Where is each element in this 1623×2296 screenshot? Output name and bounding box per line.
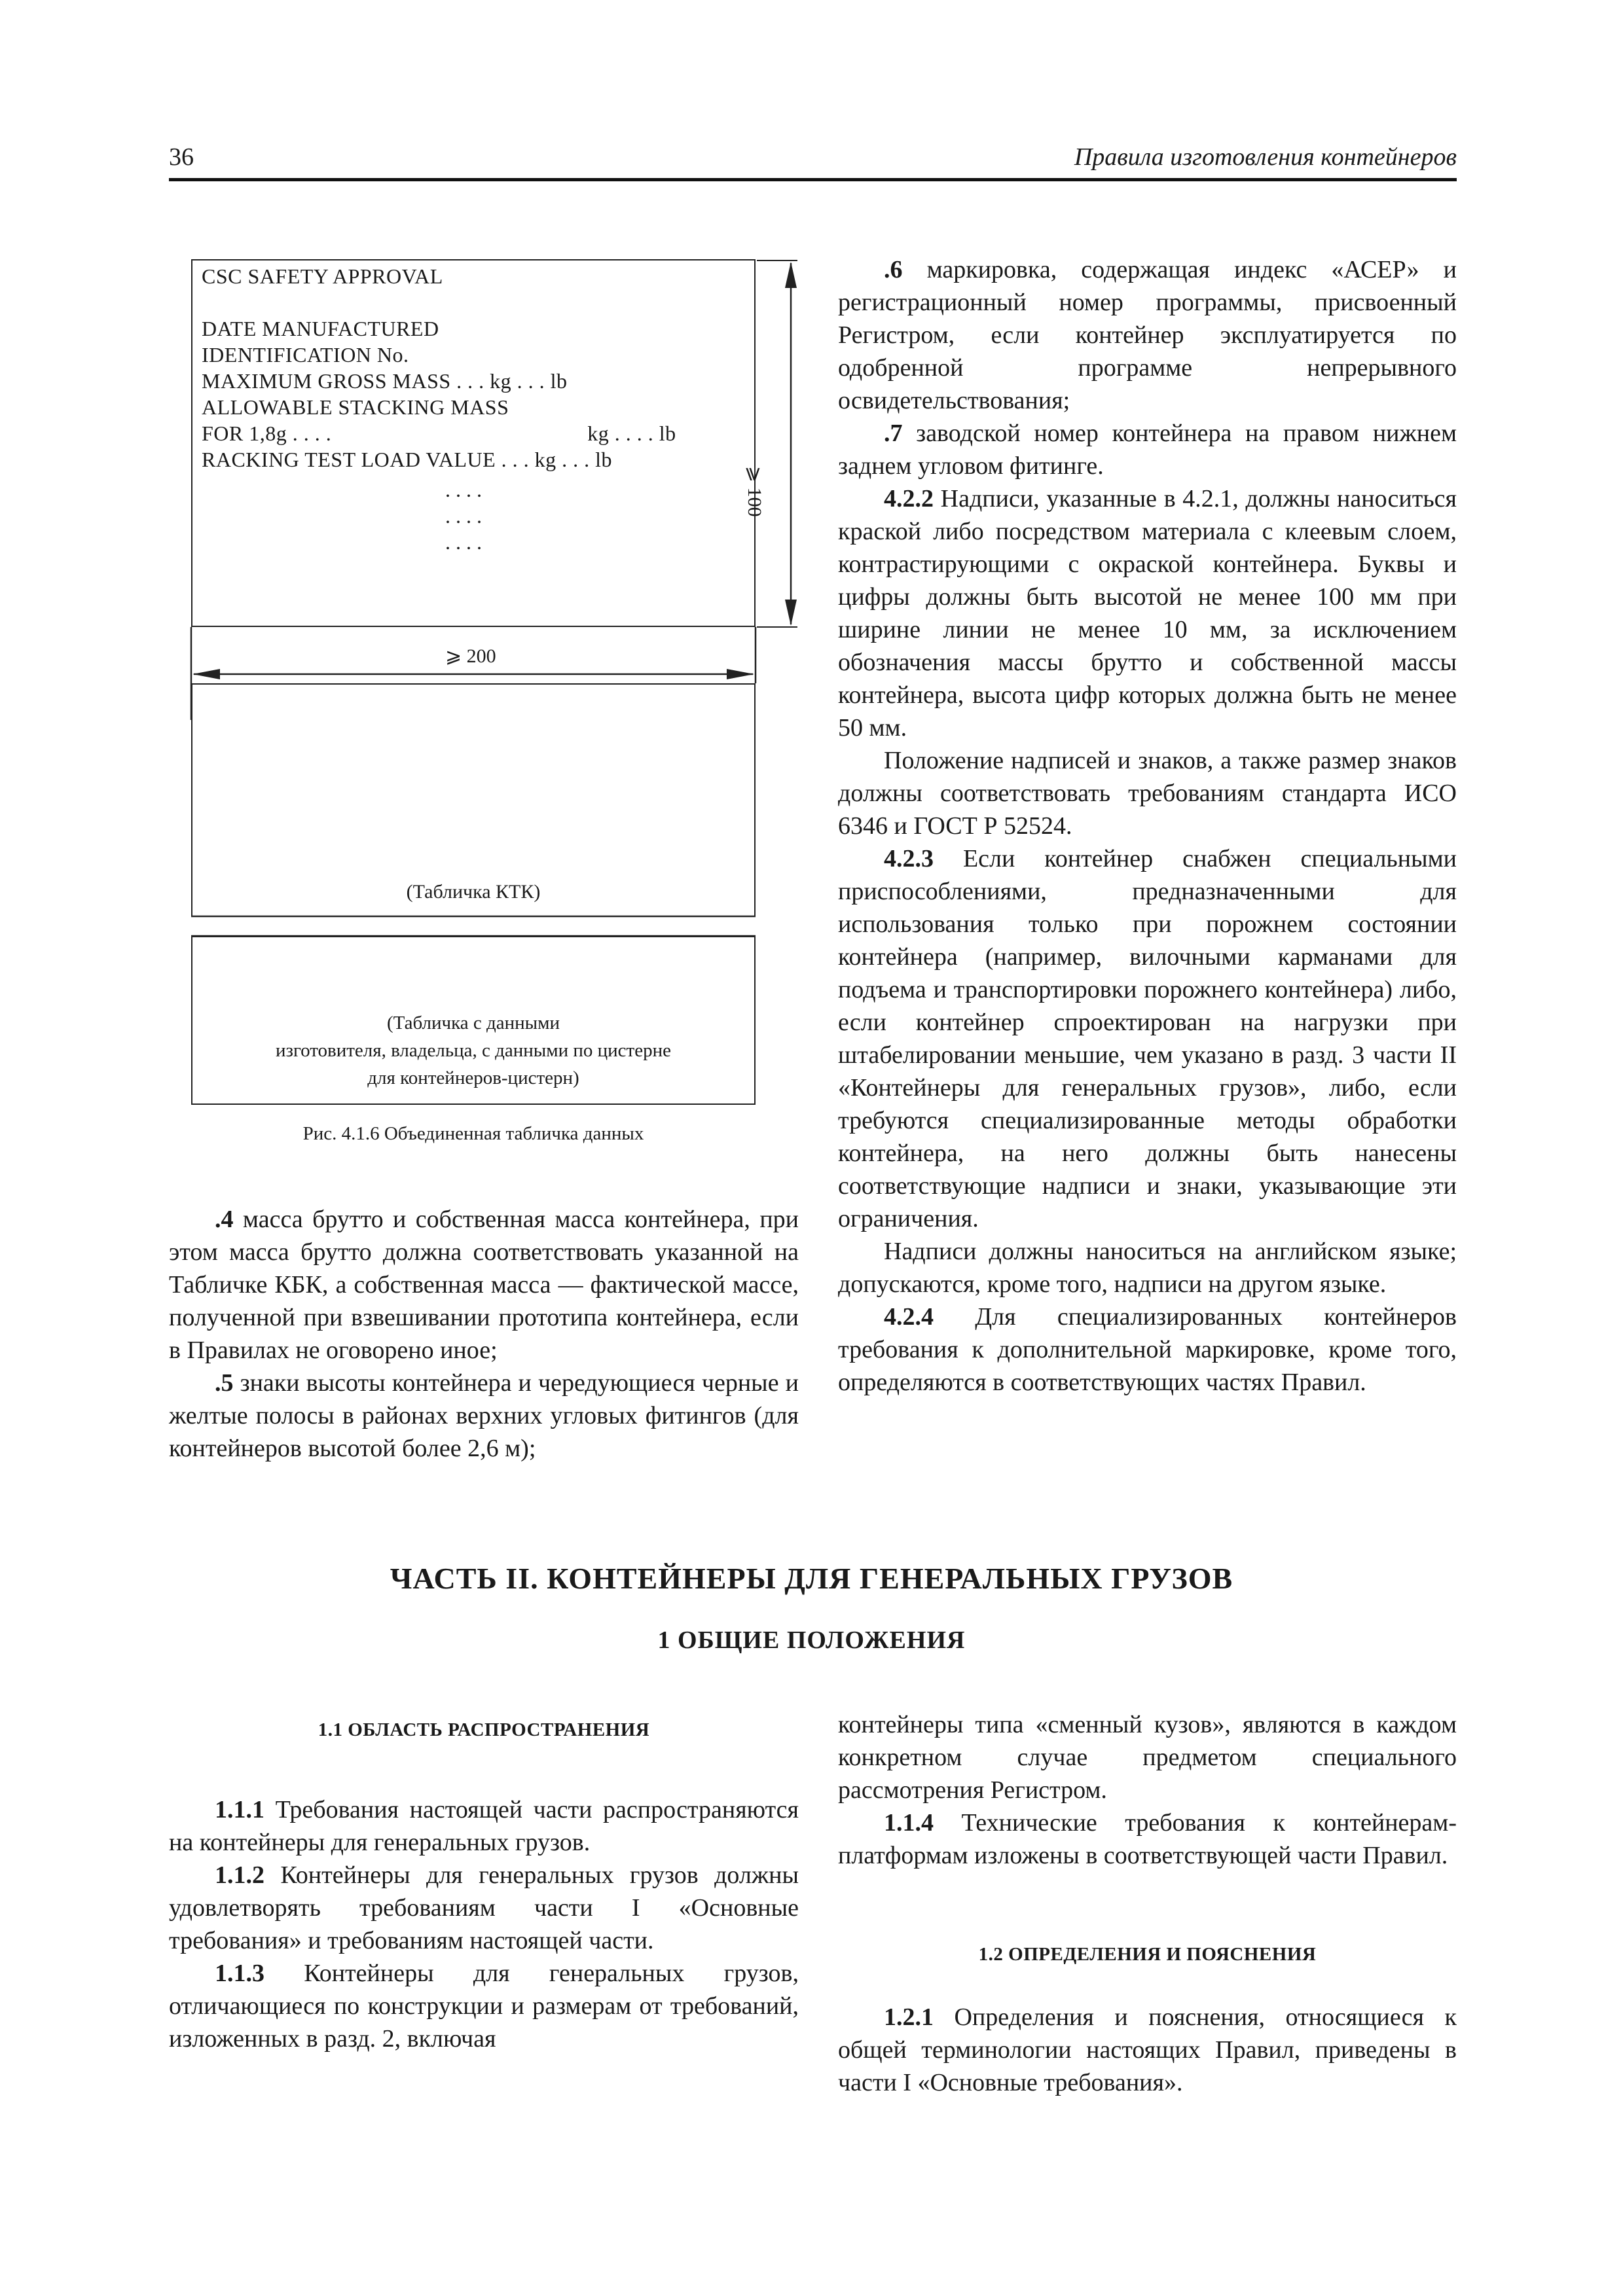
paragraph-number: 4.2.3 [884, 845, 934, 872]
paragraph-text: знаки высоты контейнера и чередующиеся черные и желтые полосы в районах верхних угловых фитингов (для контейнеров высотой более 2,6 м); [169, 1369, 799, 1462]
paragraph [169, 1793, 799, 1859]
arrow-right-icon [727, 669, 754, 679]
plate-line: MAXIMUM GROSS MASS . . . kg . . . lb [202, 369, 568, 393]
paragraph-number: 1.1.3 [215, 1960, 264, 1987]
subsection-heading-1-2: 1.2 ОПРЕДЕЛЕНИЯ И ПОЯСНЕНИЯ [978, 1944, 1317, 1965]
plate-line: IDENTIFICATION No. [202, 343, 409, 367]
paragraph [838, 2001, 1457, 2099]
paragraph-text: масса брутто и собственная масса контейнера, при этом масса брутто должна соответствовать указанной на Табличке КБК, а собственная масса — фактической массе, полученной при взвешивании прототипа контейнера, если в Правилах не оговорено иное; [169, 1206, 799, 1364]
paragraph [838, 842, 1457, 1235]
paragraph [169, 1367, 799, 1465]
right-column-top [838, 253, 1457, 1399]
paragraph-text: Требования настоящей части распространяются на контейнеры для генеральных грузов. [169, 1796, 799, 1856]
arrow-left-icon [192, 669, 220, 679]
paragraph-text: контейнеры типа «сменный кузов», являются в каждом конкретном случае предметом специального рассмотрения Регистром. [838, 1711, 1457, 1804]
paragraph [838, 482, 1457, 744]
dim-width-label: ⩾ 200 [445, 645, 496, 667]
paragraph-number: 4.2.4 [884, 1303, 934, 1331]
paragraph [169, 1859, 799, 1957]
paragraph-text: Определения и пояснения, относящиеся к общей терминологии настоящих Правил, приведены в части I «Основные требования». [838, 2003, 1457, 2096]
figure-caption: Рис. 4.1.6 Объединенная табличка данных [302, 1123, 644, 1144]
plate-line: ALLOWABLE STACKING MASS [202, 395, 509, 419]
paragraph-number: 1.1.1 [215, 1796, 264, 1823]
paragraph-number: .6 [884, 256, 903, 283]
paragraph [838, 744, 1457, 842]
section-title: 1 ОБЩИЕ ПОЛОЖЕНИЯ [657, 1626, 966, 1654]
plate-line: DATE MANUFACTURED [202, 317, 439, 340]
paragraph [838, 1708, 1457, 1806]
running-title: Правила изготовления контейнеров [1074, 143, 1457, 171]
paragraph [838, 417, 1457, 482]
paragraph-text: Надписи должны наноситься на английском языке; допускаются, кроме того, надписи на другом языке. [838, 1238, 1457, 1298]
paragraph-number: 1.1.4 [884, 1809, 934, 1837]
paragraph-text: Надписи, указанные в 4.2.1, должны наноситься краской либо посредством материала с клеевым слоем, контрастирующими с окраской контейнера. Буквы и цифры должны быть высотой не менее 100 мм при ширине линии не менее 10 мм, за исключением обозначения массы брутто и собственной массы контейнера, высота цифр которых должна быть не менее 50 мм. [838, 485, 1457, 742]
paragraph-number: .7 [884, 420, 903, 447]
dim-height-label: ⩾ 100 [744, 466, 765, 517]
paragraph [838, 1235, 1457, 1300]
right-column-bottom-a [838, 1708, 1457, 1872]
arrow-up-icon [785, 262, 797, 288]
manufacturer-plate-label-3: для контейнеров-цистерн) [367, 1067, 579, 1088]
page-number: 36 [169, 143, 194, 171]
paragraph-number: 4.2.2 [884, 485, 934, 512]
paragraph-text: Контейнеры для генеральных грузов должны удовлетворять требованиям части I «Основные требования» и требованиям настоящей части. [169, 1861, 799, 1954]
plate-line: FOR 1,8g . . . . kg . . . . lb [202, 422, 676, 445]
paragraph [838, 1806, 1457, 1872]
subsection-heading-1-1: 1.1 ОБЛАСТЬ РАСПРОСТРАНЕНИЯ [318, 1719, 650, 1740]
paragraph [169, 1203, 799, 1367]
paragraph-text: Технические требования к контейнерам-платформам изложены в соответствующей части Правил. [838, 1809, 1457, 1869]
paragraph-text: Для специализированных контейнеров требования к дополнительной маркировке, кроме того, определяются в соответствующих частях Правил. [838, 1303, 1457, 1396]
manufacturer-plate-label-2: изготовителя, владельца, с данными по цистерне [275, 1040, 671, 1061]
paragraph-number: 1.1.2 [215, 1861, 264, 1889]
manufacturer-plate-label-1: (Табличка с данными [386, 1013, 560, 1033]
paragraph-text: заводской номер контейнера на правом нижнем заднем угловом фитинге. [838, 420, 1457, 480]
paragraph-number: .5 [215, 1369, 234, 1397]
arrow-down-icon [785, 600, 797, 626]
plate-line: CSC SAFETY APPROVAL [202, 264, 443, 288]
paragraph-number: .4 [215, 1206, 234, 1233]
part-title: ЧАСТЬ II. КОНТЕЙНЕРЫ ДЛЯ ГЕНЕРАЛЬНЫХ ГРУЗОВ [390, 1562, 1233, 1595]
paragraph [838, 253, 1457, 417]
left-column-bottom [169, 1793, 799, 2055]
paragraph [838, 1300, 1457, 1399]
plate-dots: . . . . . . . . . . . . [445, 478, 482, 554]
left-column-middle [169, 1203, 799, 1465]
paragraph-text: Контейнеры для генеральных грузов, отличающиеся по конструкции и размерам от требований, изложенных в разд. 2, включая [169, 1960, 799, 2053]
paragraph-number: 1.2.1 [884, 2003, 934, 2031]
paragraph-text: маркировка, содержащая индекс «АСЕР» и регистрационный номер программы, присвоенный Регистром, если контейнер эксплуатируется по одобренной программе непрерывного освидетельствования; [838, 256, 1457, 414]
ktk-plate-label: (Табличка КТК) [406, 881, 541, 903]
paragraph [169, 1957, 799, 2055]
plate-line: RACKING TEST LOAD VALUE . . . kg . . . lb [202, 448, 613, 471]
paragraph-text: Если контейнер снабжен специальными приспособлениями, предназначенными для использования только при порожнем состоянии контейнера (например, вилочными карманами для подъема и транспортировки порожнего контейнера) либо, если контейнер спроектирован на нагрузки при штабелировании меньшие, чем указано в разд. 3 части II «Контейнеры для генеральных грузов», либо, если требуются специализированные методы обработки контейнера, на него должны быть нанесены соответствующие надписи и знаки, указывающие эти ограничения. [838, 845, 1457, 1232]
paragraph-text: Положение надписей и знаков, а также размер знаков должны соответствовать требованиям стандарта ИСО 6346 и ГОСТ Р 52524. [838, 747, 1457, 840]
right-column-bottom-b [838, 2001, 1457, 2099]
